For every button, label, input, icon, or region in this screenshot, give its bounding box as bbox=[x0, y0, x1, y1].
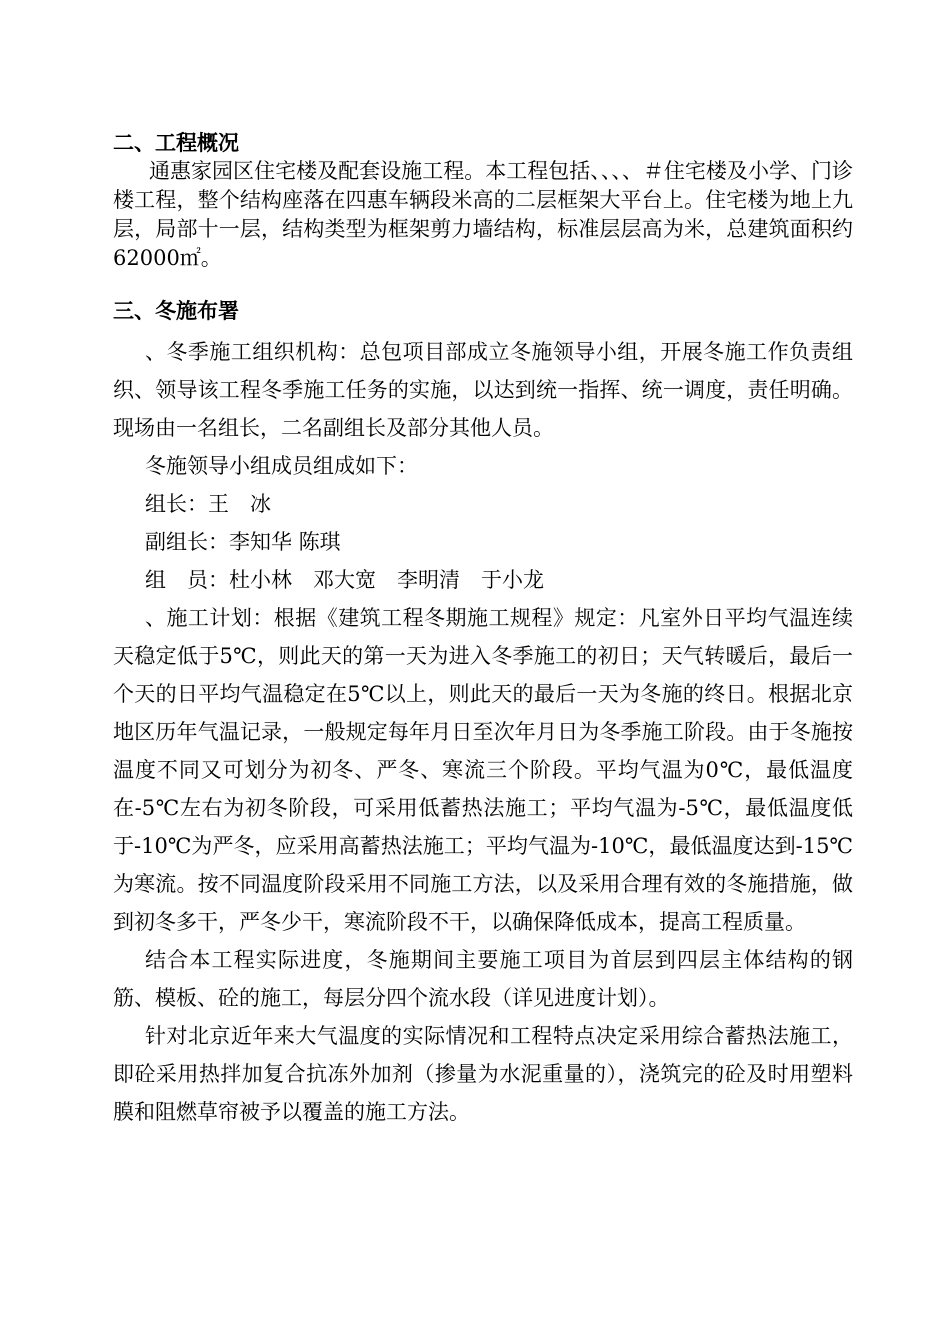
team-leader-line: 组长：王 冰 bbox=[145, 492, 271, 516]
section-2-heading: 二、工程概况 bbox=[113, 131, 239, 155]
section-2-body bbox=[113, 157, 853, 273]
section-3-body bbox=[113, 333, 853, 1131]
progress-paragraph: 结合本工程实际进度，冬施期间主要施工项目为首层到四层主体结构的钢筋、模板、砼的施工，每层分四个流水段（详见进度计划）。 bbox=[113, 948, 853, 1010]
method-paragraph: 针对北京近年来大气温度的实际情况和工程特点决定采用综合蓄热法施工，即砼采用热拌加复合抗冻外加剂（掺量为水泥重量的），浇筑完的砼及时用塑料膜和阻燃草帘被予以覆盖的施工方法。 bbox=[113, 1024, 853, 1124]
organization-paragraph: 、冬季施工组织机构：总包项目部成立冬施领导小组，开展冬施工作负责组织、领导该工程冬季施工任务的实施，以达到统一指挥、统一调度，责任明确。现场由一名组长，二名副组长及部分其他人员。 bbox=[113, 340, 853, 440]
deputy-leader-line: 副组长：李知华 陈琪 bbox=[145, 530, 341, 554]
team-members-line: 组 员：杜小林 邓大宽 李明清 于小龙 bbox=[145, 568, 544, 592]
construction-plan-paragraph: 、施工计划：根据《建筑工程冬期施工规程》规定：凡室外日平均气温连续天稳定低于5℃，则此天的第一天为进入冬季施工的初日；天气转暖后，最后一个天的日平均气温稳定在5℃以上，则此天的最后一天为冬施的终日。根据北京地区历年气温记录，一般规定每年月日至次年月日为冬季施工阶段。由于冬施按温度不同又可划分为初冬、严冬、寒流三个阶段。平均气温为0℃，最低温度在-5℃左右为初冬阶段，可采用低蓄热法施工；平均气温为-5℃，最低温度低于-10℃为严冬，应采用高蓄热法施工；平均气温为-10℃，最低温度达到-15℃为寒流。按不同温度阶段采用不同施工方法，以及采用合理有效的冬施措施，做到初冬多干，严冬少干，寒流阶段不干，以确保降低成本，提高工程质量。 bbox=[113, 606, 853, 934]
project-overview-paragraph: 通惠家园区住宅楼及配套设施工程。本工程包括、、、、＃住宅楼及小学、门诊楼工程，整个结构座落在四惠车辆段米高的二层框架大平台上。住宅楼为地上九层，局部十一层，结构类型为框架剪力墙结构，标准层层高为米，总建筑面积约62000㎡。 bbox=[113, 159, 853, 270]
section-3-heading: 三、冬施布署 bbox=[113, 299, 239, 323]
team-intro-line: 冬施领导小组成员组成如下： bbox=[145, 454, 418, 478]
